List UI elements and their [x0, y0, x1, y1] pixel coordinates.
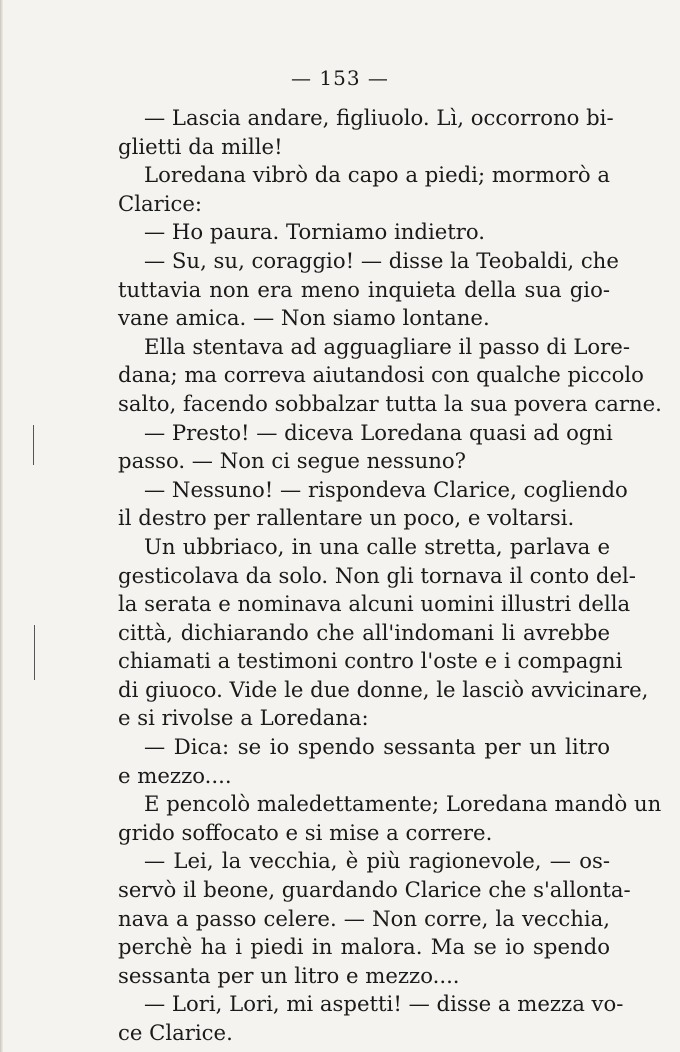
body-text — [118, 104, 662, 1048]
margin-mark — [34, 625, 35, 680]
text-line: e mezzo.... — [118, 762, 232, 788]
text-line: chiamati a testimoni contro l'oste e i compagni — [118, 648, 623, 674]
text-line: glietti da mille! — [118, 133, 283, 159]
margin-mark — [33, 425, 34, 465]
text-line: Loredana vibrò da capo a piedi; mormorò a — [144, 162, 610, 188]
text-line: di giuoco. Vide le due donne, le lasciò avvicinare, — [118, 676, 649, 702]
page-number: — 153 — — [291, 66, 389, 90]
text-line: perchè ha i piedi in malora. Ma se io spendo — [118, 934, 610, 960]
text-line: — Lei, la vecchia, è più ragionevole, — os- — [144, 848, 610, 874]
text-line: salto, facendo sobbalzar tutta la sua povera carne. — [118, 390, 662, 416]
text-line: — Presto! — diceva Loredana quasi ad ogni — [144, 419, 613, 445]
text-line: dana; ma correva aiutandosi con qualche piccolo — [118, 362, 644, 388]
text-line: vane amica. — Non siamo lontane. — [118, 305, 490, 331]
text-line: città, dichiarando che all'indomani li avrebbe — [118, 619, 610, 645]
text-line: — Ho paura. Torniamo indietro. — [144, 219, 486, 245]
text-line: tuttavia non era meno inquieta della sua gio- — [118, 276, 610, 302]
text-line: — Lori, Lori, mi aspetti! — disse a mezza vo- — [144, 991, 624, 1017]
page-binding-edge — [0, 0, 3, 1052]
text-line: e si rivolse a Loredana: — [118, 705, 369, 731]
text-line: nava a passo celere. — Non corre, la vecchia, — [118, 905, 610, 931]
text-line: Un ubbriaco, in una calle stretta, parlava e — [144, 533, 610, 559]
text-line: gesticolava da solo. Non gli tornava il conto del- — [118, 562, 636, 588]
text-line: il destro per rallentare un poco, e voltarsi. — [118, 505, 575, 531]
text-line: Clarice: — [118, 190, 203, 216]
text-line: ce Clarice. — [118, 1020, 233, 1045]
text-line: E pencolò maledettamente; Loredana mandò un — [144, 791, 662, 817]
text-line: — Dica: se io spendo sessanta per un litro — [144, 734, 610, 760]
text-line: — Su, su, coraggio! — disse la Teobaldi, che — [144, 247, 619, 273]
text-line: la serata e nominava alcuni uomini illustri della — [118, 591, 631, 617]
text-line: — Lascia andare, figliuolo. Lì, occorrono bi- — [144, 105, 614, 130]
text-line: grido soffocato e si mise a correre. — [118, 819, 493, 845]
text-line: passo. — Non ci segue nessuno? — [118, 448, 467, 474]
text-line: Ella stentava ad agguagliare il passo di Lore- — [144, 333, 630, 359]
text-line: — Nessuno! — rispondeva Clarice, cogliendo — [144, 476, 628, 502]
text-line: sessanta per un litro e mezzo.... — [118, 962, 460, 988]
text-line: servò il beone, guardando Clarice che s'allonta- — [118, 877, 631, 903]
